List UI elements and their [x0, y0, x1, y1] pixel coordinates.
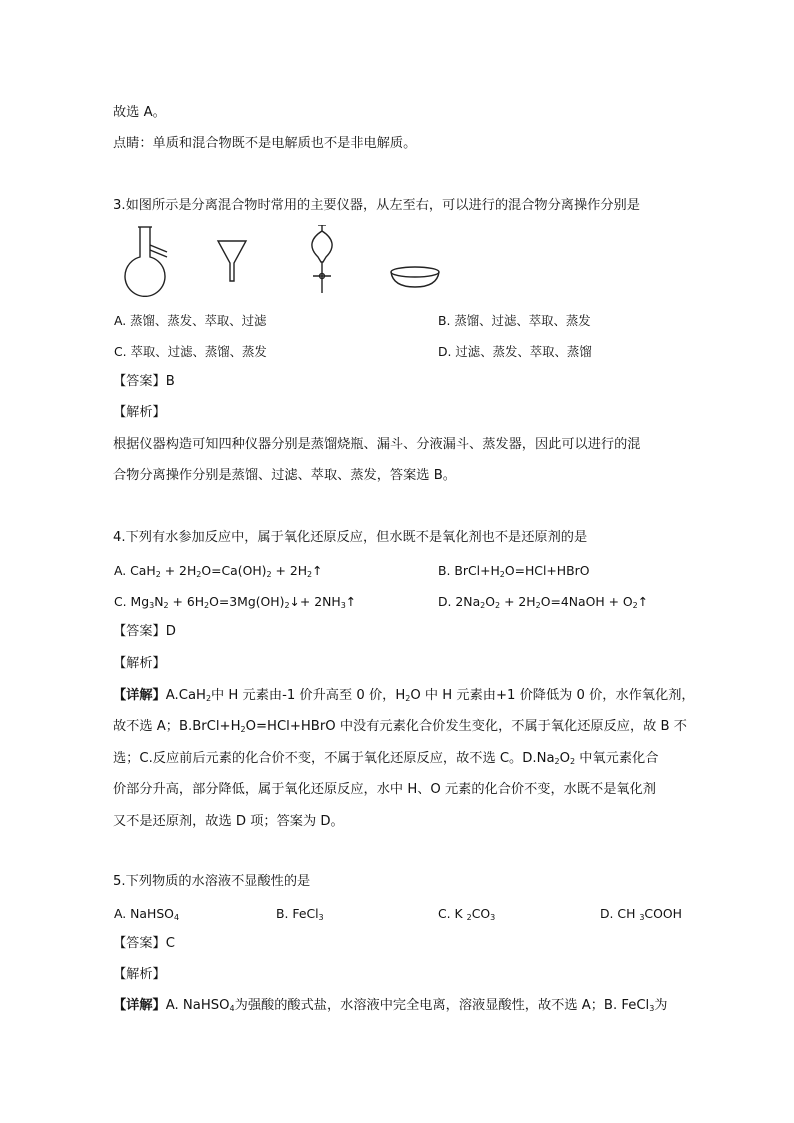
q4-analysis-title: 【解析】 [113, 656, 166, 671]
q5-stem: 5.下列物质的水溶液不显酸性的是 [113, 874, 311, 889]
funnel-icon [218, 241, 246, 281]
q4-detail-line: 又不是还原剂，故选 D 项；答案为 D。 [113, 814, 344, 829]
q4-answer: 【答案】D [113, 624, 176, 639]
q5-option-c: C. K $_2CO_3$ [438, 906, 496, 922]
q3-option-a: A. 蒸馏、蒸发、萃取、过滤 [114, 313, 267, 328]
q3-analysis-line: 根据仪器构造可知四种仪器分别是蒸馏烧瓶、漏斗、分液漏斗、蒸发器，因此可以进行的混 [113, 437, 641, 452]
separatory-funnel-icon [312, 225, 332, 293]
q3-answer: 【答案】B [113, 374, 175, 389]
q4-detail-line: 选；C.反应前后元素的化合价不变，不属于氧化还原反应，故不选 C。$D.Na_2O_2$ 中氧元素化合 [113, 751, 659, 766]
q4-detail-line: 故不选 A；$B.BrCl+H_2O=HCl+HBrO$ 中没有元素化合价发生变化，不属于氧化还原反应，故 B 不 [113, 719, 687, 734]
q5-detail-line: 【详解】A. NaHSO$_4$为强酸的酸式盐，水溶液中完全电离，溶液显酸性，故不选 A；B. FeCl$_3$为 [113, 998, 668, 1013]
q3-option-b: B. 蒸馏、过滤、萃取、蒸发 [438, 313, 591, 328]
q3-option-d: D. 过滤、蒸发、萃取、蒸馏 [438, 344, 592, 359]
q5-option-d: D. CH $_3$COOH [600, 906, 682, 922]
text-line: 故选 A。 [113, 105, 166, 120]
apparatus-figure [110, 225, 450, 297]
q4-option-a: A. $CaH_2 + 2H_2O=Ca(OH)_2$ + $2H_2↑$ [114, 563, 323, 579]
q4-detail-line: 价部分升高，部分降低，属于氧化还原反应，水中 H、O 元素的化合价不变，水既不是氧化剂 [113, 782, 656, 797]
q5-option-b: B. FeCl$_3$ [276, 906, 324, 922]
q5-option-a: A. NaHSO$_4$ [114, 906, 180, 922]
q4-stem: 4.下列有水参加反应中，属于氧化还原反应，但水既不是氧化剂也不是还原剂的是 [113, 530, 588, 545]
q5-answer: 【答案】C [113, 936, 175, 951]
distillation-flask-icon [125, 227, 167, 296]
q4-option-b: B. $BrCl+H_2O=HCl+HBrO$ [438, 563, 590, 579]
q3-stem: 3.如图所示是分离混合物时常用的主要仪器，从左至右，可以进行的混合物分离操作分别是 [113, 198, 640, 213]
comment-line: 点睛：单质和混合物既不是电解质也不是非电解质。 [113, 136, 417, 151]
q4-detail-line: 【详解】A.CaH$_2$中 H 元素由-1 价升高至 0 价，$H_2O$ 中 H 元素由+1 价降低为 0 价，水作氧化剂， [113, 688, 695, 703]
evaporating-dish-icon [391, 267, 439, 287]
q3-analysis-line: 合物分离操作分别是蒸馏、过滤、萃取、蒸发，答案选 B。 [113, 468, 456, 483]
q3-analysis-title: 【解析】 [113, 405, 166, 420]
q4-option-c: C. $Mg_3N_2$ + $6H_2O=3Mg(OH)_2↓+$ $2NH_3↑$ [114, 594, 357, 610]
q5-analysis-title: 【解析】 [113, 967, 166, 982]
q3-option-c: C. 萃取、过滤、蒸馏、蒸发 [114, 344, 267, 359]
q4-option-d: D. $2Na_2O_2$ + $2H_2O=4NaOH$ + $O_2↑$ [438, 594, 649, 610]
